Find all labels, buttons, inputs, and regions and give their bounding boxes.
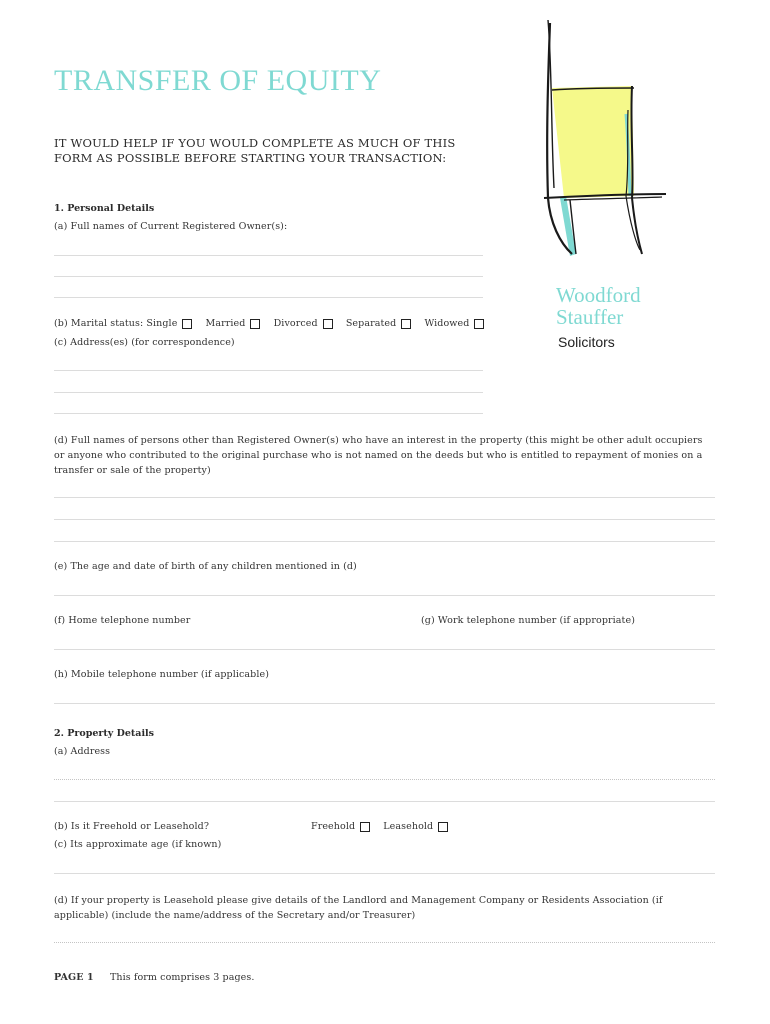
address-line-2[interactable] bbox=[54, 392, 483, 393]
single-checkbox[interactable] bbox=[182, 319, 192, 329]
page-count-note: This form comprises 3 pages. bbox=[109, 972, 255, 983]
divorced-checkbox[interactable] bbox=[323, 319, 333, 329]
property-address-label: (a) Address bbox=[54, 746, 111, 757]
owner-names-label: (a) Full names of Current Registered Owner(s): bbox=[54, 221, 288, 232]
widowed-label: Widowed bbox=[424, 318, 470, 329]
widowed-checkbox[interactable] bbox=[474, 319, 484, 329]
separated-checkbox[interactable] bbox=[401, 319, 411, 329]
leasehold-label: Leasehold bbox=[383, 821, 434, 832]
owner-names-line-3[interactable] bbox=[54, 297, 483, 298]
tenure-options bbox=[311, 821, 458, 832]
intro-text: IT WOULD HELP IF YOU WOULD COMPLETE AS MUCH OF THIS FORM AS POSSIBLE BEFORE STARTING YOUR TRANSACTION: bbox=[54, 136, 456, 165]
work-phone-label: (g) Work telephone number (if appropriate) bbox=[421, 615, 635, 626]
owner-names-line-2[interactable] bbox=[54, 276, 483, 277]
address-label: (c) Address(es) (for correspondence) bbox=[54, 337, 235, 348]
landlord-details-line[interactable] bbox=[54, 942, 715, 943]
page-number: PAGE 1 bbox=[54, 972, 94, 983]
section2-heading: 2. Property Details bbox=[54, 728, 155, 739]
property-address-line-2[interactable] bbox=[54, 801, 715, 802]
leasehold-checkbox[interactable] bbox=[438, 822, 448, 832]
property-age-line[interactable] bbox=[54, 873, 715, 874]
married-label: Married bbox=[205, 318, 246, 329]
address-line-1[interactable] bbox=[54, 370, 483, 371]
property-age-label: (c) Its approximate age (if known) bbox=[54, 839, 222, 850]
mobile-phone-label: (h) Mobile telephone number (if applicable) bbox=[54, 669, 270, 680]
brand-name-line2: Stauffer bbox=[556, 305, 624, 329]
brand-name bbox=[556, 284, 641, 328]
phone-line[interactable] bbox=[54, 649, 715, 650]
marital-status-row bbox=[54, 318, 494, 329]
logo-teal-stroke-left bbox=[560, 196, 576, 256]
landlord-details-label: (d) If your property is Leasehold please give details of the Landlord and Management Company or Residents Association (if applicable) (include the name/address of the Secretary and/or Treasurer) bbox=[54, 895, 663, 921]
children-line[interactable] bbox=[54, 595, 715, 596]
separated-label: Separated bbox=[345, 318, 397, 329]
married-checkbox[interactable] bbox=[250, 319, 260, 329]
other-interests-line-2[interactable] bbox=[54, 519, 715, 520]
freehold-label: Freehold bbox=[311, 821, 356, 832]
freehold-checkbox[interactable] bbox=[360, 822, 370, 832]
page-title: TRANSFER OF EQUITY bbox=[54, 64, 382, 97]
property-address-line-1[interactable] bbox=[54, 779, 715, 780]
woodford-stauffer-logo bbox=[530, 18, 680, 263]
home-phone-label: (f) Home telephone number bbox=[54, 615, 191, 626]
address-line-3[interactable] bbox=[54, 413, 483, 414]
mobile-phone-line[interactable] bbox=[54, 703, 715, 704]
other-interests-label: (d) Full names of persons other than Registered Owner(s) who have an interest in the property (this might be other adult occupiers or anyone who contributed to the original purchase who is not named on the deeds but who is entitled to repayment of monies on a transfer or sale of the property) bbox=[54, 435, 703, 476]
owner-names-line-1[interactable] bbox=[54, 255, 483, 256]
tenure-label: (b) Is it Freehold or Leasehold? bbox=[54, 821, 210, 832]
footer bbox=[54, 972, 254, 983]
marital-status-label: (b) Marital status: Single bbox=[54, 318, 178, 329]
other-interests-line-3[interactable] bbox=[54, 541, 715, 542]
children-label: (e) The age and date of birth of any children mentioned in (d) bbox=[54, 561, 357, 572]
brand-subtitle: Solicitors bbox=[558, 334, 615, 350]
logo-yellow-block bbox=[552, 86, 634, 198]
section1-heading: 1. Personal Details bbox=[54, 203, 155, 214]
other-interests-line-1[interactable] bbox=[54, 497, 715, 498]
brand-name-line1: Woodford bbox=[556, 283, 641, 307]
divorced-label: Divorced bbox=[273, 318, 318, 329]
